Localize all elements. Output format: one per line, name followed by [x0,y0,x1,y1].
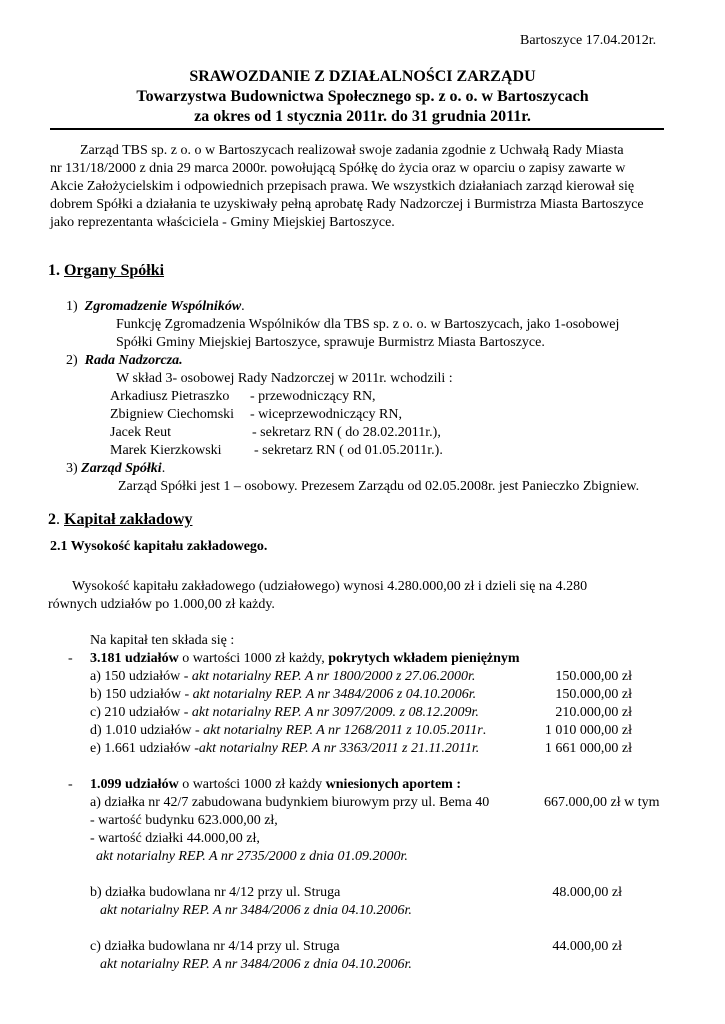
intro-line: Zarząd TBS sp. z o. o w Bartoszycach realizował swoje zadania zgodnie z Uchwałą Rady Miasta [80,143,624,158]
member-role: - przewodniczący RN, [250,389,376,404]
aport-amount: 48.000,00 zł [552,885,622,900]
organ-item-zgromadzenie: 1) Zgromadzenie Wspólników. [66,299,245,314]
share-row: e) 1.661 udziałów -akt notarialny REP. A nr 3363/2011 z 21.11.2011r. [90,741,480,756]
bullet-dash: - [68,777,73,792]
intro-line: jako reprezentanta właściciela - Gminy Miejskiej Bartoszyce. [50,215,395,230]
section-heading-organy: 1. Organy Spółki [48,262,165,279]
intro-line: nr 131/18/2000 z dnia 29 marca 2000r. powołującą Spółkę do życia oraz w oparciu o zapisy zawarte w [50,161,626,176]
share-row: d) 1.010 udziałów - akt notarialny REP. A nr 1268/2011 z 10.05.2011r. [90,723,487,738]
member-name: Arkadiusz Pietraszko [110,389,230,404]
aport-detail: - wartość budynku 623.000,00 zł, [90,813,278,828]
aport-act: akt notarialny REP. A nr 3484/2006 z dnia 04.10.2006r. [100,957,412,972]
organ-text-line: Spółki Gminy Miejskiej Bartoszyce, sprawuje Burmistrz Miasta Bartoszyce. [116,335,545,350]
share-amount: 210.000,00 zł [555,705,632,720]
document-period: za okres od 1 stycznia 2011r. do 31 grudnia 2011r. [194,108,531,125]
share-row: c) 210 udziałów - akt notarialny REP. A nr 3097/2009. z 08.12.2009r. [90,705,479,720]
aport-amount: 667.000,00 zł w tym [544,795,660,810]
title-divider [50,128,664,130]
document-title: SRAWOZDANIE Z DZIAŁALNOŚCI ZARZĄDU [189,68,536,85]
aport-act: akt notarialny REP. A nr 3484/2006 z dnia 04.10.2006r. [100,903,412,918]
organ-text-line: Funkcję Zgromadzenia Wspólników dla TBS sp. z o. o. w Bartoszycach, jako 1-osobowej [116,317,620,332]
aport-amount: 44.000,00 zł [552,939,622,954]
capital-paragraph-line: Wysokość kapitału zakładowego (udziałowego) wynosi 4.280.000,00 zł i dzieli się na 4.280 [72,579,588,594]
composition-lead: Na kapitał ten składa się : [90,633,235,648]
organ-item-rada: 2) Rada Nadzorcza. [66,353,183,368]
section-heading-kapital: 2. Kapitał zakładowy [48,511,193,528]
aport-detail: - wartość działki 44.000,00 zł, [90,831,260,846]
zarzad-text: Zarząd Spółki jest 1 – osobowy. Prezesem Zarządu od 02.05.2008r. jest Panieczko Zbigniew. [118,479,640,494]
share-row: b) 150 udziałów - akt notarialny REP. A nr 3484/2006 z 04.10.2006r. [90,687,477,702]
member-role: - wiceprzewodniczący RN, [250,407,402,422]
aport-item-a: a) działka nr 42/7 zabudowana budynkiem biurowym przy ul. Bema 40 [90,795,490,810]
capital-paragraph-line: równych udziałów po 1.000,00 zł każdy. [48,597,275,612]
share-amount: 150.000,00 zł [555,669,632,684]
organ-item-zarzad: 3) Zarząd Spółki. [66,461,166,476]
member-name: Marek Kierzkowski [110,443,222,458]
intro-line: Akcie Założycielskim i odpowiednich przepisach prawa. We wszystkich działaniach zarząd kierował się [50,179,635,194]
rada-lead: W skład 3- osobowej Rady Nadzorczej w 2011r. wchodzili : [116,371,453,386]
member-role: - sekretarz RN ( do 28.02.2011r.), [252,425,441,440]
intro-line: dobrem Spółki a działania te uzyskiwały pełną aprobatę Rady Nadzorczej i Burmistrza Miasta Bartoszyce [50,197,644,212]
share-amount: 1 661 000,00 zł [544,741,632,756]
bullet-aport-shares: 1.099 udziałów o wartości 1000 zł każdy wniesionych aportem : [90,777,461,792]
member-name: Zbigniew Ciechomski [110,407,235,422]
subsection-heading: 2.1 Wysokość kapitału zakładowego. [50,539,268,554]
bullet-dash: - [68,651,73,666]
member-role: - sekretarz RN ( od 01.05.2011r.). [254,443,443,458]
share-row: a) 150 udziałów - akt notarialny REP. A nr 1800/2000 z 27.06.2000r. [90,669,476,684]
bullet-cash-shares: 3.181 udziałów o wartości 1000 zł każdy, pokrytych wkładem pieniężnym [90,651,520,666]
member-name: Jacek Reut [110,425,172,440]
document-subtitle: Towarzystwa Budownictwa Społecznego sp. z o. o. w Bartoszycach [136,88,589,105]
aport-item-b: b) działka budowlana nr 4/12 przy ul. Struga [90,885,341,900]
document-date: Bartoszyce 17.04.2012r. [520,33,657,48]
aport-item-c: c) działka budowlana nr 4/14 przy ul. Struga [90,939,340,954]
aport-act: akt notarialny REP. A nr 2735/2000 z dnia 01.09.2000r. [96,849,408,864]
share-amount: 150.000,00 zł [555,687,632,702]
share-amount: 1 010 000,00 zł [544,723,632,738]
